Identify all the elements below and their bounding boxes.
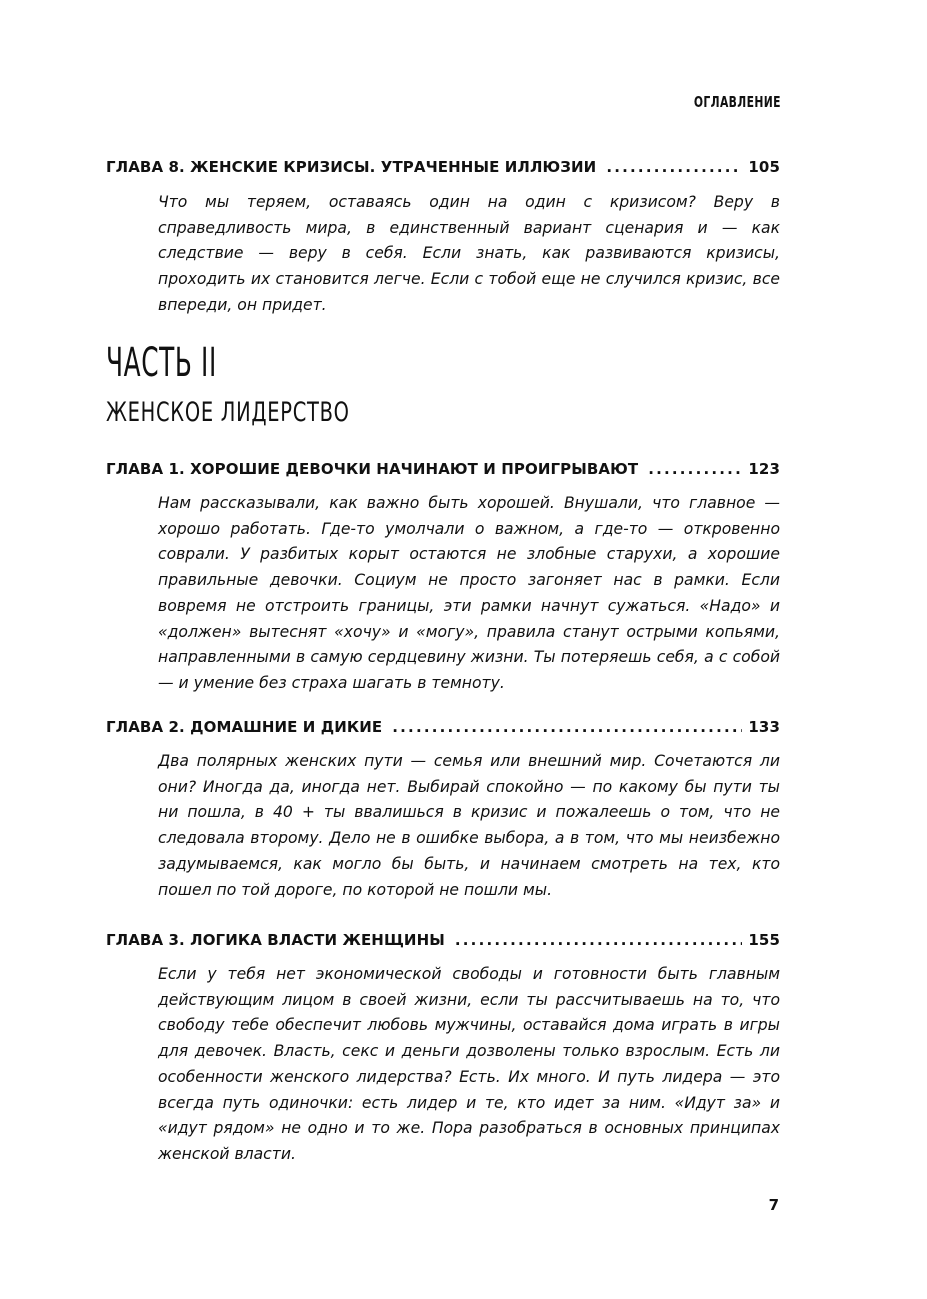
toc-entry-chapter-8 <box>106 157 780 319</box>
part-title: ЧАСТЬ II <box>106 340 217 386</box>
toc-chapter-title: ГЛАВА 1. ХОРОШИЕ ДЕВОЧКИ НАЧИНАЮТ И ПРОИГРЫВАЮТ <box>106 460 639 478</box>
toc-page-number: 155 <box>748 931 780 949</box>
toc-entry-heading[interactable] <box>106 930 780 950</box>
page-number: 7 <box>768 1196 779 1214</box>
toc-chapter-title: ГЛАВА 8. ЖЕНСКИЕ КРИЗИСЫ. УТРАЧЕННЫЕ ИЛЛЮЗИИ <box>106 158 597 176</box>
part-heading <box>106 340 780 428</box>
chapter-synopsis: Два полярных женских пути — семья или внешний мир. Сочетаются ли они? Иногда да, иногда нет. Выбирай спокойно — по какому бы пути ты ни пошла, в 40 + ты ввалишься в кризис и пожалеешь о том, что не следовала второму. Дело не в ошибке выбора, а в том, что мы неизбежно задумываемся, как могло бы быть, и начинаем смотреть на тех, кто пошел по той дороге, по которой не пошли мы. <box>158 752 780 899</box>
toc-chapter-title: ГЛАВА 3. ЛОГИКА ВЛАСТИ ЖЕНЩИНЫ <box>106 931 445 949</box>
toc-page-number: 133 <box>748 718 780 736</box>
toc-entry-chapter-1 <box>106 459 780 697</box>
part-subtitle: ЖЕНСКОЕ ЛИДЕРСТВО <box>106 397 350 428</box>
running-head: ОГЛАВЛЕНИЕ <box>693 93 781 111</box>
toc-entry-chapter-3 <box>106 930 780 1168</box>
toc-entry-heading[interactable] <box>106 717 780 737</box>
toc-entry-heading[interactable] <box>106 459 780 479</box>
toc-page-number: 123 <box>748 460 780 478</box>
toc-leader-dots <box>392 717 742 737</box>
toc-page-number: 105 <box>748 158 780 176</box>
toc-leader-dots <box>648 459 742 479</box>
toc-leader-dots <box>606 157 742 177</box>
toc-chapter-title: ГЛАВА 2. ДОМАШНИЕ И ДИКИЕ <box>106 718 383 736</box>
chapter-synopsis: Что мы теряем, оставаясь один на один с кризисом? Веру в справедливость мира, в единственный вариант сценария и — как следствие — веру в себя. Если знать, как развиваются кризисы, проходить их становится легче. Если с тобой еще не случился кризис, все впереди, он придет. <box>158 193 780 314</box>
chapter-synopsis: Если у тебя нет экономической свободы и готовности быть главным действующим лицом в своей жизни, если ты рассчитываешь на то, что свободу тебе обеспечит любовь мужчины, оставайся дома играть в игры для девочек. Власть, секс и деньги дозволены только взрослым. Есть ли особенности женского лидерства? Есть. Их много. И путь лидера — это всегда путь одиночки: есть лидер и те, кто идет за ним. «Идут за» и «идут рядом» не одно и то же. Пора разобраться в основных принципах женской власти. <box>158 965 780 1163</box>
chapter-synopsis: Нам рассказывали, как важно быть хорошей. Внушали, что главное — хорошо работать. Где-то умолчали о важном, а где-то — откровенно соврали. У разбитых корыт остаются не злобные старухи, а хорошие правильные девочки. Социум не просто загоняет нас в рамки. Если вовремя не отстроить границы, эти рамки начнут сужаться. «Надо» и «должен» вытеснят «хочу» и «могу», правила станут острыми копьями, направленными в самую сердцевину жизни. Ты потеряешь себя, а с собой — и умение без страха шагать в темноту. <box>158 494 780 692</box>
toc-leader-dots <box>455 930 743 950</box>
toc-entry-chapter-2 <box>106 717 780 903</box>
toc-entry-heading[interactable] <box>106 157 780 177</box>
